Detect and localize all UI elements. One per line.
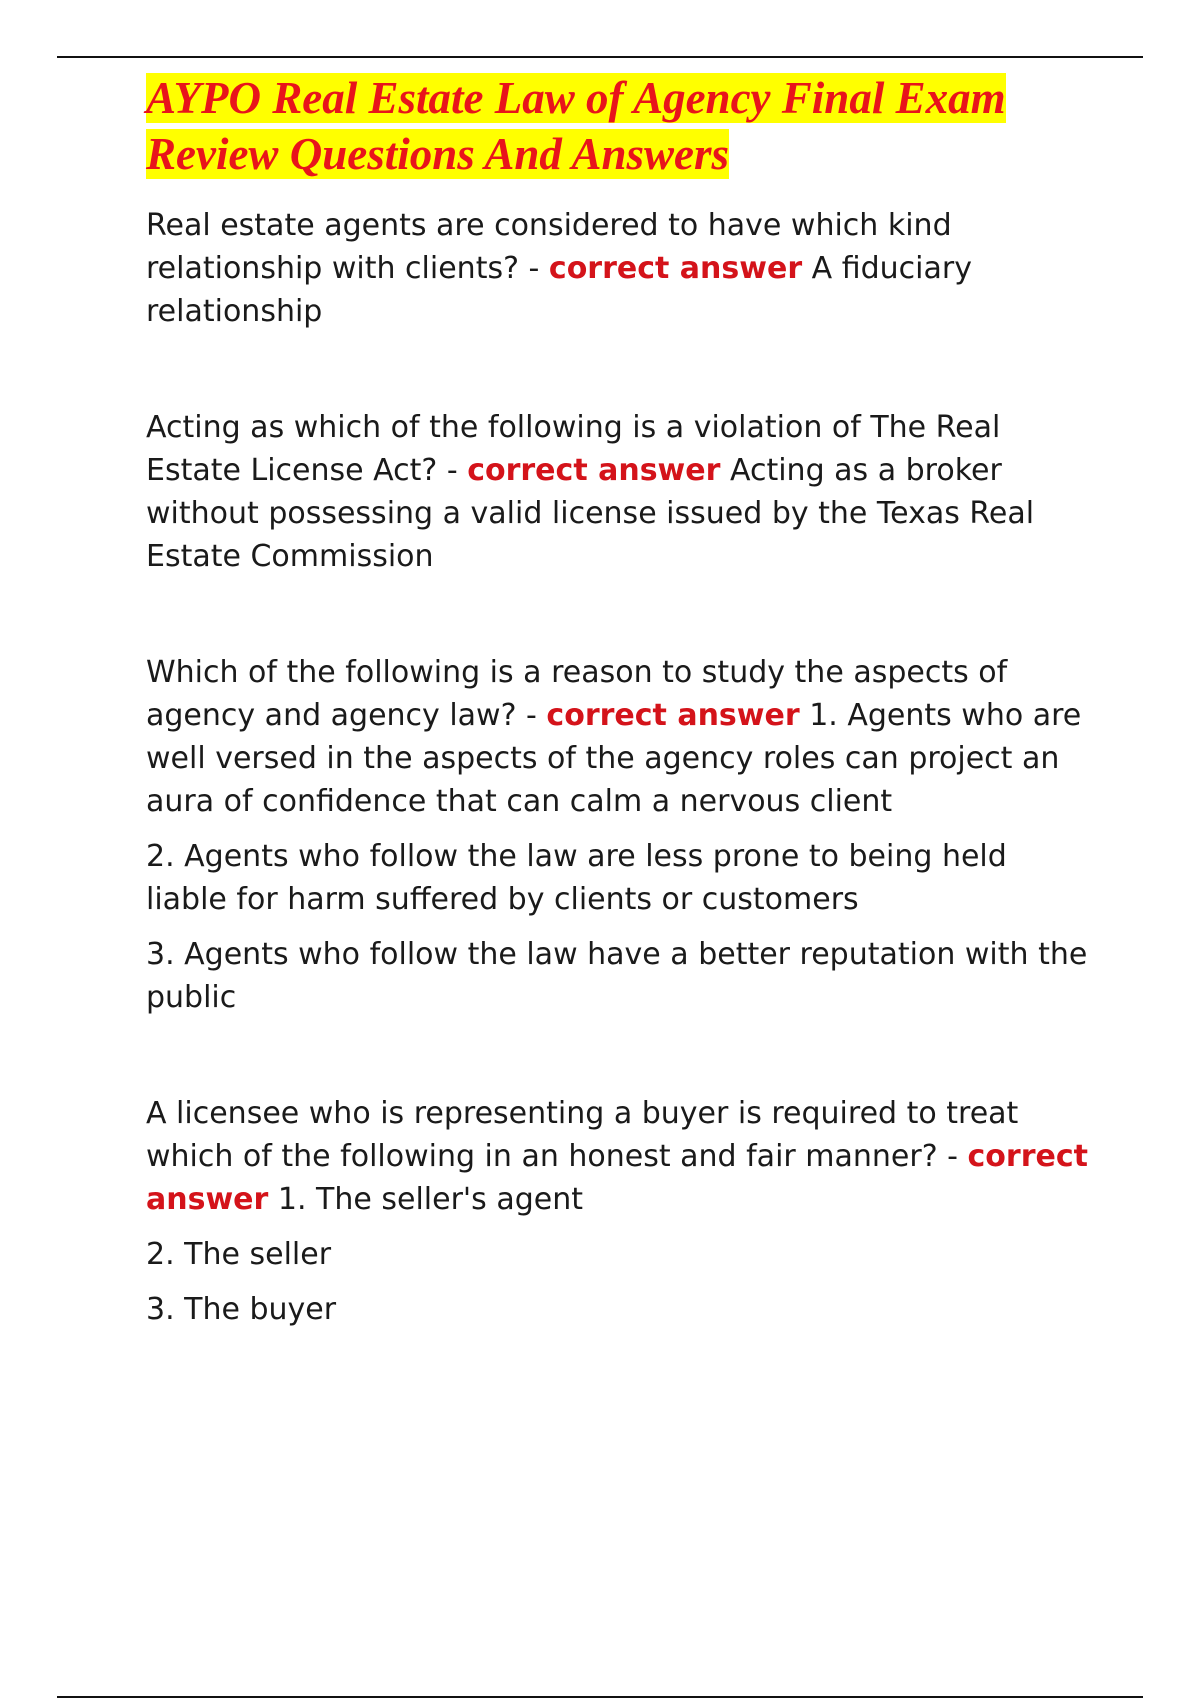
footer-rule: [57, 1696, 1143, 1698]
question-text: Acting as which of the following is a violation of The Real Estate License Act? -: [146, 410, 1001, 488]
qa-paragraph: [146, 204, 1096, 333]
answer-continuation: 2. Agents who follow the law are less prone to being held liable for harm suffered by clients or customers: [146, 839, 1007, 917]
answer-text: 1. The seller's agent: [277, 1182, 583, 1217]
question-text: Real estate agents are considered to have which kind relationship with clients? -: [146, 208, 952, 286]
answer-label: correct answer: [546, 698, 800, 733]
qa-paragraph: [146, 406, 1096, 578]
header-rule: [57, 56, 1143, 58]
answer-continuation: 3. Agents who follow the law have a better reputation with the public: [146, 937, 1088, 1015]
answer-text: A fiduciary relationship: [146, 251, 972, 329]
answer-label: correct answer: [146, 1139, 1088, 1217]
qa-item-4: [146, 1092, 1096, 1331]
answer-label: correct answer: [467, 453, 721, 488]
document-content: [146, 70, 1096, 1404]
qa-paragraph: [146, 651, 1096, 823]
qa-paragraph: [146, 1092, 1096, 1221]
answer-text: Acting as a broker without possessing a valid license issued by the Texas Real Estate Commission: [146, 453, 1035, 574]
answer-text: 1. Agents who are well versed in the aspects of the agency roles can project an aura of confidence that can calm a nervous client: [146, 698, 1082, 819]
question-text: A licensee who is representing a buyer is required to treat which of the following in an honest and fair manner? -: [146, 1096, 1019, 1174]
qa-item-3: [146, 651, 1096, 1019]
qa-item-2: [146, 406, 1096, 578]
answer-continuation: 2. The seller: [146, 1237, 332, 1272]
answer-continuation: 3. The buyer: [146, 1292, 337, 1327]
qa-item-1: [146, 204, 1096, 333]
document-title: AYPO Real Estate Law of Agency Final Exam Review Questions And Answers: [146, 73, 1006, 179]
question-text: Which of the following is a reason to study the aspects of agency and agency law? -: [146, 655, 1008, 733]
answer-label: correct answer: [548, 251, 803, 286]
